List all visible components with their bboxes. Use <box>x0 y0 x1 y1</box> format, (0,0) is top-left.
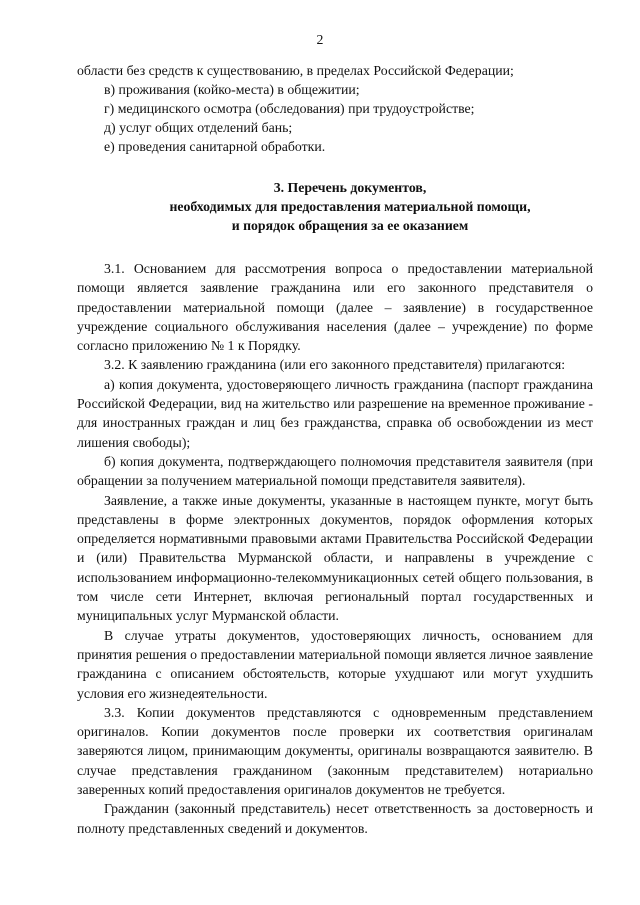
paragraph: б) копия документа, подтверждающего полномочия представителя заявителя (при обращении за получением материальной помощи представителя заявителя). <box>77 453 593 489</box>
paragraph: Заявление, а также иные документы, указанные в настоящем пункте, могут быть представлены в форме электронных документов, порядок оформления которых определяется нормативными правовыми актами Правительства Российской Федерации и (или) Правительства Мурманской области, и направлены в учреждение с использованием информационно-телекоммуникационных сетей общего пользования, в том числе сети Интернет, включая региональный портал государственных и муниципальных услуг Мурманской области. <box>77 492 593 624</box>
list-item: г) медицинского осмотра (обследования) при трудоустройстве; <box>104 101 475 116</box>
paragraph: Гражданин (законный представитель) несет ответственность за достоверность и полноту представленных сведений и документов. <box>77 801 593 836</box>
services-list <box>77 61 593 156</box>
heading-line: необходимых для предоставления материальной помощи, <box>169 199 531 214</box>
section-body <box>77 259 593 838</box>
paragraph: 3.3. Копии документов представляются с одновременным представлением оригиналов. Копии документов после проверки их соответствия оригиналам заверяются лицом, принимающим документы, оригиналы возвращаются заявителю. В случае представления гражданином (законным представителем) нотариально заверенных копий предоставления оригиналов документов не требуется. <box>77 704 593 798</box>
list-item: е) проведения санитарной обработки. <box>104 139 326 154</box>
paragraph: 3.2. К заявлению гражданина (или его законного представителя) прилагаются: <box>104 357 566 373</box>
paragraph: В случае утраты документов, удостоверяющих личность, основанием для принятия решения о предоставлении материальной помощи является личное заявление гражданина с описанием обстоятельств, которые ухудшают или могут ухудшить условия его жизнедеятельности. <box>77 627 593 701</box>
heading-line: и порядок обращения за ее оказанием <box>231 218 469 233</box>
heading-line: 3. Перечень документов, <box>273 180 427 195</box>
page-content <box>77 61 593 838</box>
paragraph: а) копия документа, удостоверяющего личность гражданина (паспорт гражданина Российской Федерации, вид на жительство или разрешение на временное проживание - для иностранных граждан и лиц без гражданства, справка об освобождении из мест лишения свободы); <box>77 376 593 450</box>
page-number: 2 <box>316 32 324 47</box>
list-item: области без средств к существованию, в пределах Российской Федерации; <box>77 63 514 78</box>
list-item: д) услуг общих отделений бань; <box>104 120 293 135</box>
paragraph: 3.1. Основанием для рассмотрения вопроса о предоставлении материальной помощи является заявление гражданина или его законного представителя о предоставлении материальной помощи (далее – заявление) в государственное учреждение социального обслуживания населения (далее – учреждение) по форме согласно приложению № 1 к Порядку. <box>77 261 593 354</box>
list-item: в) проживания (койко-места) в общежитии; <box>104 82 360 97</box>
section-heading <box>77 178 593 235</box>
